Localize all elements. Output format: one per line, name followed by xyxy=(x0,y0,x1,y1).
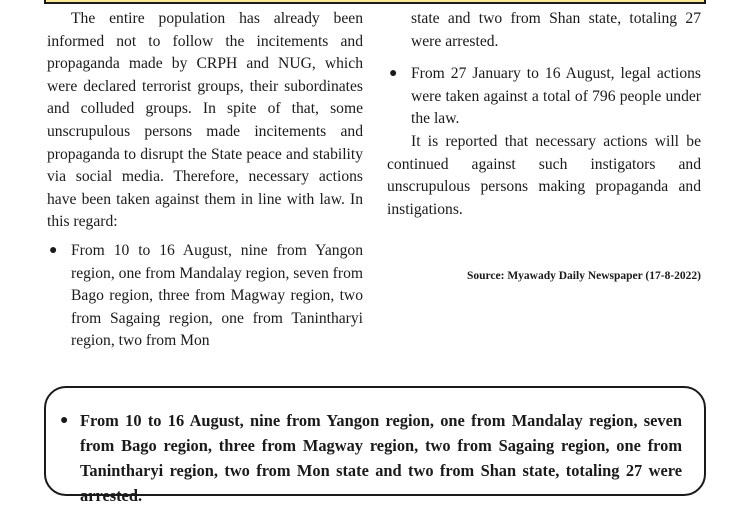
top-frame-border xyxy=(44,0,706,4)
list-item xyxy=(387,63,701,131)
list-item xyxy=(47,240,363,353)
bullet-text: From 10 to 16 August, nine from Yangon region, one from Mandalay region, seven from Bago region, three from Magway region, two from Sagaing region, one from Tanintharyi region, two from Mon xyxy=(71,241,363,350)
callout-text: From 10 to 16 August, nine from Yangon region, one from Mandalay region, seven from Bago region, three from Magway region, two from Sagaing region, one from Tanintharyi region, two from Mon state and two from Shan state, totaling 27 were arrested. xyxy=(80,411,682,505)
bullet-list xyxy=(47,240,363,353)
bullet-icon: ● xyxy=(49,242,58,258)
closing-paragraph: It is reported that necessary actions will be continued against such instigators and unscrupulous persons making propaganda and instigations. xyxy=(387,132,701,218)
bullet-icon: ● xyxy=(60,413,69,428)
right-column xyxy=(387,8,701,221)
intro-paragraph: The entire population has already been informed not to follow the incitements and propaganda made by CRPH and NUG, which were declared terrorist groups, their subordinates and colluded groups. In spite of that, some unscrupulous persons made incitements and propaganda to disrupt the State peace and stability via social media. Therefore, necessary actions have been taken against them in line with law. In this regard: xyxy=(47,10,363,231)
bullet-text: From 27 January to 16 August, legal actions were taken against a total of 796 people under the law. xyxy=(411,65,701,128)
list-item-continued xyxy=(387,8,701,53)
bullet-icon: ● xyxy=(389,66,398,82)
bullet-list-continued xyxy=(387,8,701,131)
highlight-callout xyxy=(44,386,706,505)
left-column xyxy=(47,8,363,353)
source-citation: Source: Myawady Daily Newspaper (17-8-2022) xyxy=(466,270,701,282)
bullet-text: state and two from Shan state, totaling 27 were arrested. xyxy=(411,10,701,50)
